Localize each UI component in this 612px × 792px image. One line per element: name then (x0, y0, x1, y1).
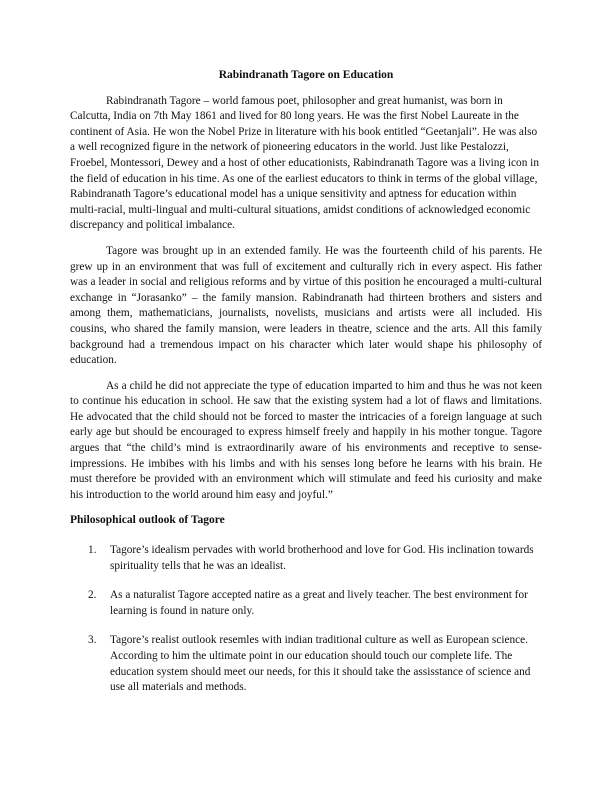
philosophy-list (70, 543, 542, 696)
list-item (70, 633, 542, 695)
list-item-number: 3. (88, 634, 97, 647)
list-item-number: 1. (88, 544, 97, 557)
paragraph-childhood: As a child he did not appreciate the type of education imparted to him and thus he was not keen to continue his education in school. He saw that the existing system had a lot of flaws and limitations. He advocated that the child should not be forced to master the intricacies of a foreign language at such early age but should be encouraged to express himself freely and happily in his mother tongue. Tagore argues that “the child’s mind is extraordinarily aware of his environments and receptive to sense-impressions. He imbibes with his limbs and with his senses long before he learns with his brain. He must therefore be provided with an environment which will stimulate and feed his curiosity and make his introduction to the world around him easy and joyful.” (70, 379, 542, 501)
document-page (70, 68, 542, 710)
list-item (70, 543, 542, 574)
paragraph-family: Tagore was brought up in an extended family. He was the fourteenth child of his parents. He grew up in an environment that was full of excitement and culturally rich in every aspect. His father was a leader in social and religious reforms and by virtue of this position he encouraged a multi-cultural exchange in “Jorasanko” – the family mansion. Rabindranath had thirteen brothers and sisters and among them, mathematicians, journalists, novelists, musicians and artists were all included. His cousins, who shared the family mansion, were leaders in theatre, science and the arts. All this family background had a tremendous impact on his character which later would shape his philosophy of education. (70, 244, 542, 367)
list-item-text: Tagore’s idealism pervades with world brotherhood and love for God. His inclination towards spirituality tells that he was an idealist. (110, 544, 534, 572)
document-title: Rabindranath Tagore on Education (218, 69, 394, 81)
list-item-text: Tagore’s realist outlook resemles with indian traditional culture as well as European science. According to him the ultimate point in our education should touch our complete life. The education system should meet our needs, for this it should take the assisstance of science and use all materials and methods. (110, 634, 531, 694)
paragraph-intro: Rabindranath Tagore – world famous poet, philosopher and great humanist, was born in Calcutta, India on 7th May 1861 and lived for 80 long years. He was the first Nobel Laureate in the continent of Asia. He won the Nobel Prize in literature with his book entitled “Geetanjali”. He was also a well recognized figure in the network of pioneering educators in the world. Just like Pestalozzi, Froebel, Montessori, Dewey and a host of other educationists, Rabindranath Tagore was a living icon in the field of education in his time. As one of the earliest educators to think in terms of the global village, Rabindranath Tagore’s educational model has a unique sensitivity and aptness for education within multi-racial, multi-lingual and multi-cultural situations, amidst conditions of acknowledged economic discrepancy and political imbalance. (70, 94, 539, 232)
list-item-text: As a naturalist Tagore accepted natire as a great and lively teacher. The best environment for learning is found in nature only. (110, 589, 528, 617)
list-item (70, 588, 542, 619)
section-heading: Philosophical outlook of Tagore (70, 514, 225, 527)
list-item-number: 2. (88, 589, 97, 602)
